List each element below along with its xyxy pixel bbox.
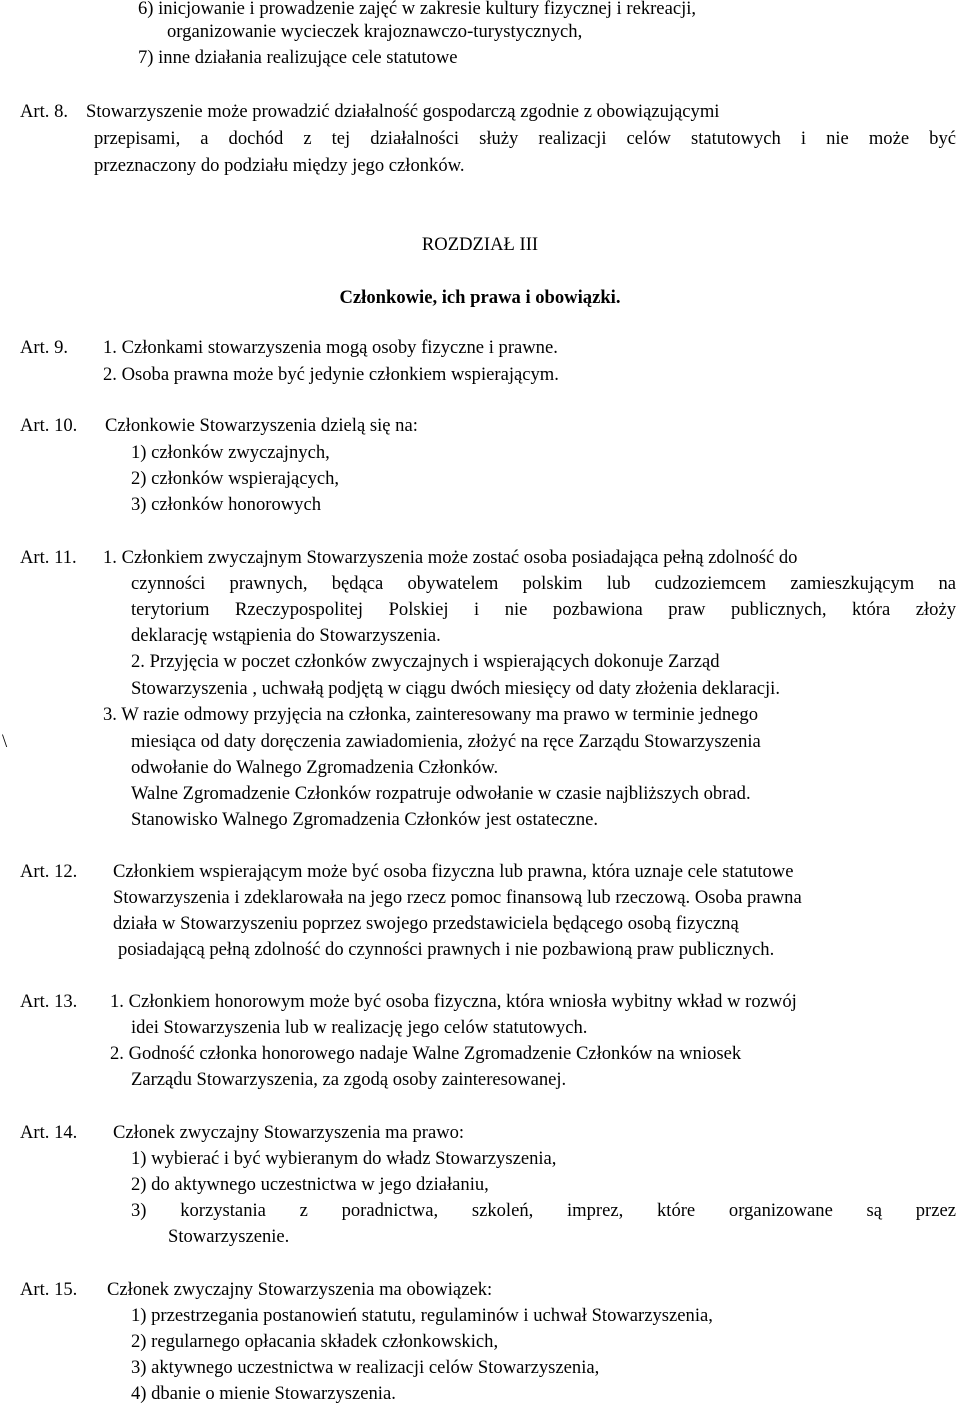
article-text: posiadającą pełną zdolność do czynności prawnych i nie pozbawioną praw publicznych. <box>118 939 775 960</box>
article-text: przepisami, a dochód z tej działalności służy realizacji celów statutowych i nie może być <box>94 128 956 149</box>
article-text: Stanowisko Walnego Zgromadzenia Członków jest ostateczne. <box>131 809 599 830</box>
article-text: Stowarzyszenie może prowadzić działalność gospodarczą zgodnie z obowiązującymi <box>86 101 720 122</box>
article-label: Art. 13. <box>20 991 78 1012</box>
article-intro: Członkowie Stowarzyszenia dzielą się na: <box>105 415 418 436</box>
article-label: Art. 14. <box>20 1122 78 1143</box>
list-item: 3) korzystania z poradnictwa, szkoleń, imprez, które organizowane są przez <box>131 1200 956 1221</box>
article-text: Stowarzyszenia , uchwałą podjętą w ciągu dwóch miesięcy od daty złożenia deklaracji. <box>131 678 780 699</box>
chapter-title: Członkowie, ich prawa i obowiązki. <box>339 287 621 308</box>
article-text: 2. Przyjęcia w poczet członków zwyczajnych i wspierających dokonuje Zarząd <box>131 651 720 672</box>
list-item: 1) przestrzegania postanowień statutu, regulaminów i uchwał Stowarzyszenia, <box>131 1305 713 1326</box>
list-item: 3) aktywnego uczestnictwa w realizacji celów Stowarzyszenia, <box>131 1357 600 1378</box>
article-text: idei Stowarzyszenia lub w realizację jego celów statutowych. <box>131 1017 588 1038</box>
article-label: Art. 8. <box>20 101 69 122</box>
article-text: Zarządu Stowarzyszenia, za zgodą osoby zainteresowanej. <box>131 1069 567 1090</box>
article-text: 2. Osoba prawna może być jedynie członkiem wspierającym. <box>103 364 559 385</box>
list-item: 2) do aktywnego uczestnictwa w jego działaniu, <box>131 1174 489 1195</box>
article-text: Walne Zgromadzenie Członków rozpatruje odwołanie w czasie najbliższych obrad. <box>131 783 751 804</box>
article-label: Art. 15. <box>20 1279 78 1300</box>
list-item: 1) wybierać i być wybieranym do władz Stowarzyszenia, <box>131 1148 557 1169</box>
article-text: 3. W razie odmowy przyjęcia na członka, zainteresowany ma prawo w terminie jednego <box>103 704 759 725</box>
article-text: 2. Godność członka honorowego nadaje Walne Zgromadzenie Członków na wniosek <box>110 1043 742 1064</box>
article-text: przeznaczony do podziału między jego członków. <box>94 155 465 176</box>
list-item: organizowanie wycieczek krajoznawczo-turystycznych, <box>167 21 583 42</box>
article-text: działa w Stowarzyszeniu poprzez swojego przedstawiciela będącego osobą fizyczną <box>113 913 739 934</box>
list-item: 4) dbanie o mienie Stowarzyszenia. <box>131 1383 396 1404</box>
margin-mark: \ <box>2 731 8 752</box>
article-label: Art. 12. <box>20 861 78 882</box>
article-text: 1. Członkiem honorowym może być osoba fizyczna, która wniosła wybitny wkład w rozwój <box>110 991 797 1012</box>
article-label: Art. 10. <box>20 415 78 436</box>
list-item: 7) inne działania realizujące cele statutowe <box>138 47 458 68</box>
list-item: 2) regularnego opłacania składek członkowskich, <box>131 1331 499 1352</box>
article-text: czynności prawnych, będąca obywatelem polskim lub cudzoziemcem zamieszkującym na <box>131 573 956 594</box>
article-intro: Członek zwyczajny Stowarzyszenia ma prawo: <box>113 1122 465 1143</box>
article-text: Członkiem wspierającym może być osoba fizyczna lub prawna, która uznaje cele statutowe <box>113 861 794 882</box>
list-item: 6) inicjowanie i prowadzenie zajęć w zakresie kultury fizycznej i rekreacji, <box>138 0 697 19</box>
article-text: miesiąca od daty doręczenia zawiadomienia, złożyć na ręce Zarządu Stowarzyszenia <box>131 731 761 752</box>
chapter-number: ROZDZIAŁ III <box>421 234 539 255</box>
article-text: 1. Członkami stowarzyszenia mogą osoby fizyczne i prawne. <box>103 337 558 358</box>
list-item: 2) członków wspierających, <box>131 468 340 489</box>
article-text: odwołanie do Walnego Zgromadzenia Członków. <box>131 757 499 778</box>
article-text: Stowarzyszenia i zdeklarowała na jego rzecz pomoc finansową lub rzeczową. Osoba prawna <box>113 887 802 908</box>
article-text: deklarację wstąpienia do Stowarzyszenia. <box>131 625 441 646</box>
article-intro: Członek zwyczajny Stowarzyszenia ma obowiązek: <box>107 1279 493 1300</box>
list-item: Stowarzyszenie. <box>168 1226 290 1247</box>
article-text: 1. Członkiem zwyczajnym Stowarzyszenia może zostać osoba posiadająca pełną zdolność do <box>103 547 798 568</box>
article-label: Art. 11. <box>20 547 77 568</box>
article-label: Art. 9. <box>20 337 69 358</box>
article-text: terytorium Rzeczypospolitej Polskiej i nie pozbawiona praw publicznych, która złoży <box>131 599 956 620</box>
list-item: 1) członków zwyczajnych, <box>131 442 330 463</box>
list-item: 3) członków honorowych <box>131 494 322 515</box>
